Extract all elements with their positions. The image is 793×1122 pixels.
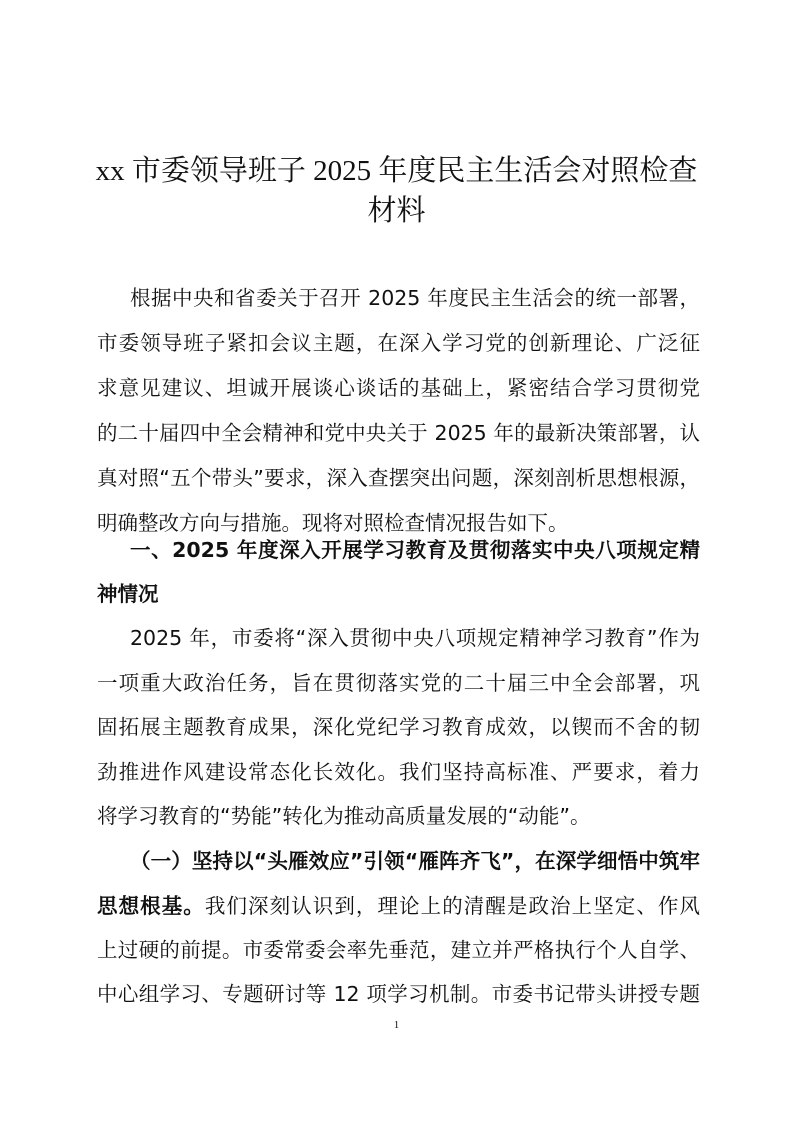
text-segment: 明确整改方向与措施。现将对照检查情况报告如下。 — [97, 511, 569, 535]
text-line — [97, 979, 700, 1009]
text-segment: 一项重大政治任务，旨在贯彻落实党的二十届三中全会部署，巩 — [97, 671, 700, 695]
bold-text-segment: 一、2025 年度深入开展学习教育及贯彻落实中央八项规定精 — [130, 538, 700, 562]
text-line — [97, 508, 700, 538]
bold-text-segment: （一）坚持以“头雁效应”引领“雁阵齐飞”，在深学细悟中筑牢 — [130, 849, 700, 873]
text-line — [97, 463, 700, 493]
text-segment: 将学习教育的“势能”转化为推动高质量发展的“动能”。 — [97, 804, 591, 828]
text-line — [97, 418, 700, 448]
bold-text-segment: 思想根基。 — [97, 894, 205, 918]
document-title-line-1: xx 市委领导班子 2025 年度民主生活会对照检查 — [95, 155, 698, 187]
text-line — [97, 712, 700, 742]
text-segment: 求意见建议、坦诚开展谈心谈话的基础上，紧密结合学习贯彻党 — [97, 376, 700, 400]
text-line — [97, 935, 700, 965]
page-number: 1 — [393, 1019, 400, 1031]
text-line — [97, 846, 700, 876]
text-line — [97, 328, 700, 358]
text-segment: 2025 年，市委将“深入贯彻中央八项规定精神学习教育”作为 — [130, 626, 700, 650]
text-line — [97, 623, 700, 653]
text-line — [97, 373, 700, 403]
text-segment: 上过硬的前提。市委常委会率先垂范，建立并严格执行个人自学、 — [97, 938, 700, 962]
text-line — [97, 801, 700, 831]
text-line — [97, 668, 700, 698]
text-segment: 的二十届四中全会精神和党中央关于 2025 年的最新决策部署，认 — [97, 421, 700, 445]
text-segment: 真对照“五个带头”要求，深入查摆突出问题，深刻剖析思想根源， — [97, 466, 700, 490]
bold-text-segment: 神情况 — [97, 582, 159, 606]
text-segment: 市委领导班子紧扣会议主题，在深入学习党的创新理论、广泛征 — [97, 331, 700, 355]
text-line — [97, 891, 700, 921]
text-segment: 中心组学习、专题研讨等 12 项学习机制。市委书记带头讲授专题 — [97, 982, 700, 1006]
document-title-line-2: 材料 — [367, 195, 426, 227]
text-line — [97, 283, 700, 313]
text-line — [97, 579, 700, 609]
text-segment: 固拓展主题教育成果，深化党纪学习教育成效，以锲而不舍的韧 — [97, 715, 700, 739]
text-line — [97, 757, 700, 787]
text-line — [97, 535, 700, 565]
text-segment: 我们深刻认识到，理论上的清醒是政治上坚定、作风 — [204, 894, 700, 918]
text-segment: 劲推进作风建设常态化长效化。我们坚持高标准、严要求，着力 — [97, 760, 700, 784]
text-segment: 根据中央和省委关于召开 2025 年度民主生活会的统一部署， — [130, 286, 700, 310]
